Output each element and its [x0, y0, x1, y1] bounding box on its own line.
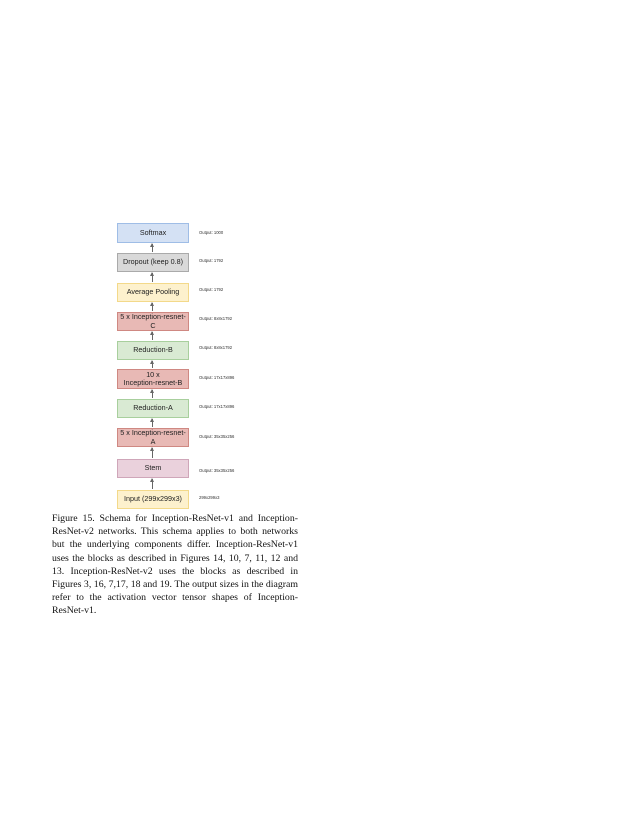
- figure-caption: Figure 15. Schema for Inception-ResNet-v1 and Inception-ResNet-v2 networks. This schema applies to both networks but the underlying components differ. Inception-ResNet-v1 uses the blocks as described in Figures 14, 10, 7, 11, 12 and 13. Inception-ResNet-v2 uses the blocks as described in Figures 3, 16, 7,17, 18 and 19. The output sizes in the diagram refer to the activation vector tensor shapes of Inception-ResNet-v1.: [52, 513, 298, 617]
- output-label-inception-resnet-b: Output: 17x17x896: [199, 375, 235, 380]
- flow-arrow-up: [152, 419, 153, 427]
- block-input: Input (299x299x3): [117, 490, 189, 509]
- flow-arrow-up: [152, 244, 153, 252]
- output-label-inception-resnet-c: Output: 8x8x1792: [199, 316, 233, 321]
- flow-arrow-up: [152, 273, 153, 282]
- output-label-stem: Output: 35x35x256: [199, 468, 235, 473]
- block-softmax: Softmax: [117, 223, 189, 243]
- output-label-softmax: Output: 1000: [199, 230, 224, 235]
- flow-arrow-up: [152, 361, 153, 368]
- block-average-pooling: Average Pooling: [117, 283, 189, 302]
- flow-arrow-up: [152, 479, 153, 489]
- block-inception-resnet-c: 5 x Inception-resnet-C: [117, 312, 189, 331]
- output-label-reduction-b: Output: 8x8x1792: [199, 345, 233, 350]
- block-inception-resnet-a: 5 x Inception-resnet-A: [117, 428, 189, 447]
- flow-arrow-up: [152, 448, 153, 458]
- block-reduction-b: Reduction-B: [117, 341, 189, 360]
- flow-arrow-up: [152, 303, 153, 311]
- block-dropout: Dropout (keep 0.8): [117, 253, 189, 272]
- block-reduction-a: Reduction-A: [117, 399, 189, 418]
- flow-arrow-up: [152, 332, 153, 340]
- output-label-inception-resnet-a: Output: 35x35x256: [199, 434, 235, 439]
- output-label-dropout: Output: 1792: [199, 258, 224, 263]
- output-label-average-pooling: Output: 1792: [199, 287, 224, 292]
- block-inception-resnet-b: 10 x Inception-resnet-B: [117, 369, 189, 389]
- output-label-reduction-a: Output: 17x17x896: [199, 404, 235, 409]
- block-stem: Stem: [117, 459, 189, 478]
- flow-arrow-up: [152, 390, 153, 398]
- output-label-input: 299x299x3: [199, 495, 220, 500]
